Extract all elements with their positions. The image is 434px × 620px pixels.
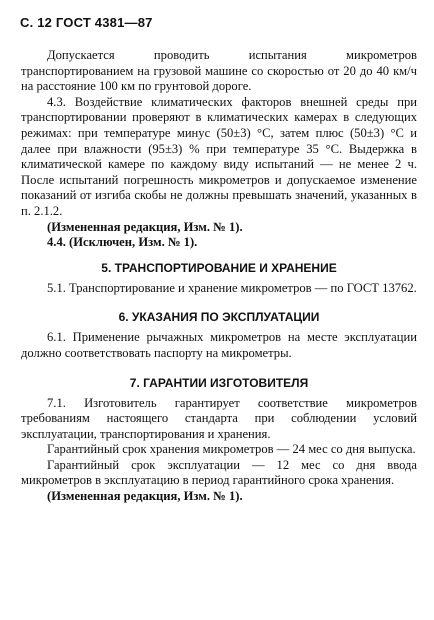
- document-body: [21, 48, 417, 505]
- paragraph-transport-test: Допускается проводить испытания микрометров транспортированием на грузовой машине со скоростью от 20 до 40 км/ч на расстояние 100 км по грунтовой дороге.: [21, 48, 417, 94]
- paragraph-warranty-storage: Гарантийный срок хранения микрометров — 24 мес со дня выпуска.: [47, 442, 416, 457]
- page-header: С. 12 ГОСТ 4381—87: [20, 15, 153, 30]
- section-6-title: 6. УКАЗАНИЯ ПО ЭКСПЛУАТАЦИИ: [118, 310, 320, 325]
- amendment-note: (Измененная редакция, Изм. № 1).: [47, 219, 243, 234]
- paragraph-6-1: 6.1. Применение рычажных микрометров на месте эксплуатации должно соответствовать паспорту на микрометры.: [21, 330, 417, 360]
- section-5-title: 5. ТРАНСПОРТИРОВАНИЕ И ХРАНЕНИЕ: [101, 260, 337, 275]
- section-7-title: 7. ГАРАНТИИ ИЗГОТОВИТЕЛЯ: [129, 375, 309, 390]
- paragraph-5-1: 5.1. Транспортирование и хранение микрометров — по ГОСТ 13762.: [47, 280, 417, 295]
- amendment-note-2: (Измененная редакция, Изм. № 1).: [47, 489, 243, 504]
- paragraph-4-4: 4.4. (Исключен, Изм. № 1).: [47, 235, 198, 250]
- paragraph-7-1: 7.1. Изготовитель гарантирует соответствие микрометров требованиям настоящего стандарта при соблюдении условий эксплуатации, транспортирования и хранения.: [21, 395, 417, 441]
- paragraph-warranty-operation: Гарантийный срок эксплуатации — 12 мес со дня ввода микрометров в эксплуатацию в период гарантийного срока хранения.: [21, 457, 417, 488]
- paragraph-4-3: 4.3. Воздействие климатических факторов внешней среды при транспортировании проверяют в климатических камерах в следующих режимах: при температуре минус (50±3) °С, затем плюс (50±3) °С и далее при влажности (95±3) % при температуре 35 °С. Выдержка в климатической камере по каждому виду испытаний — не менее 2 ч. После испытаний погрешность микрометров и допускаемое изменение показаний от изгиба скобы не должны превышать значений, указанных в п. 2.1.2.: [21, 94, 417, 218]
